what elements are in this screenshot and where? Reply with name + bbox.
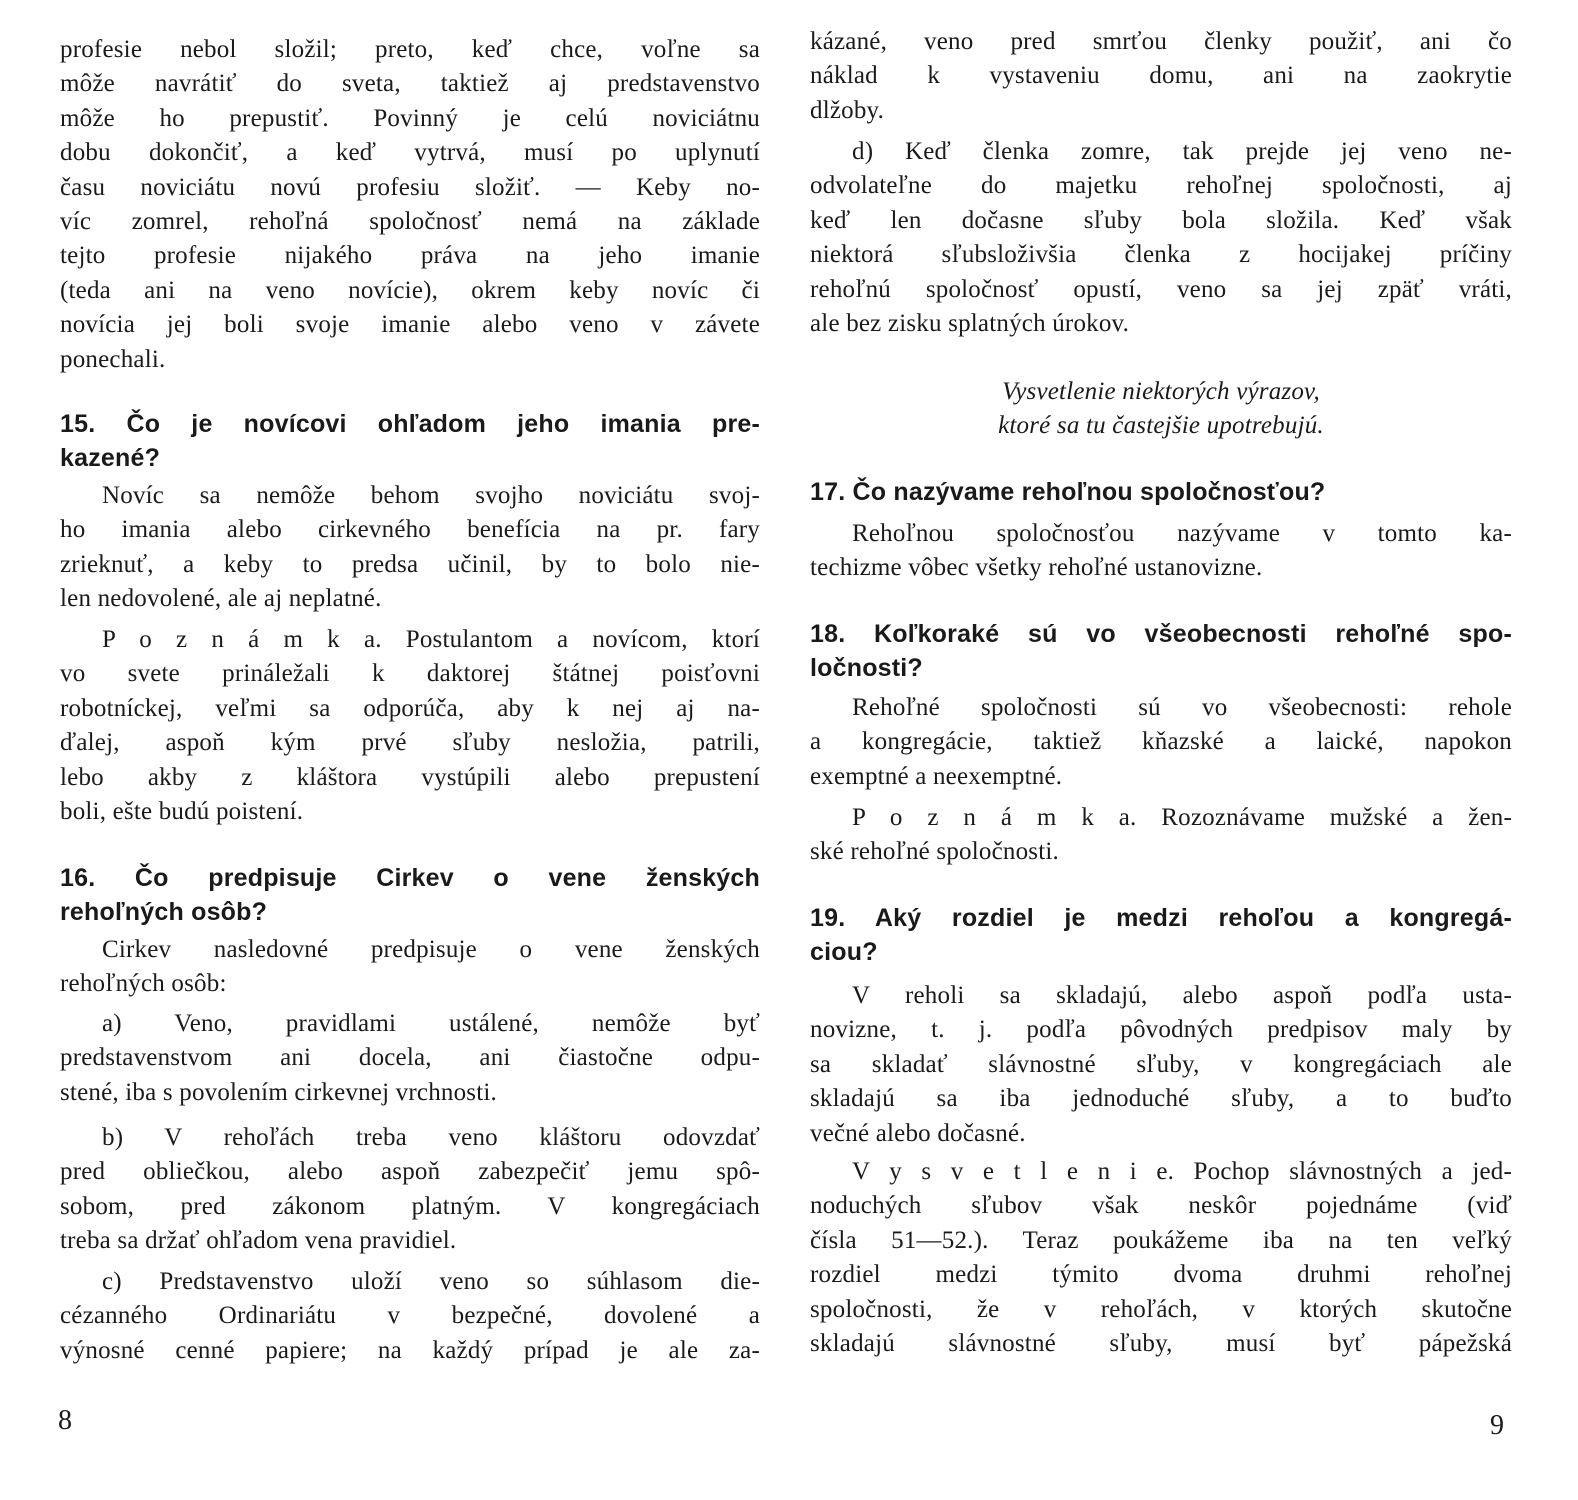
text-line: rozdiel medzi týmito dvoma druhmi rehoľnej xyxy=(810,1261,1512,1289)
text-line: skladajú sa iba jednoduché sľuby, a to buďto xyxy=(810,1085,1512,1113)
text-line: cézanného Ordinariátu v bezpečné, dovolené a xyxy=(60,1302,760,1330)
text-line: rehoľných osôb: xyxy=(60,970,227,998)
text-line: niektorá sľubsloživšia členka z hocijakej príčiny xyxy=(810,241,1512,269)
left-page xyxy=(60,0,760,1400)
text-line: čísla 51—52.). Teraz poukážeme iba na ten veľký xyxy=(810,1226,1512,1254)
answer-19 xyxy=(810,979,1512,1151)
text-line: sobom, pred zákonom platným. V kongregáciach xyxy=(60,1192,760,1220)
question-heading-18 xyxy=(810,617,1512,686)
text-line: noduchých sľubov však neskôr pojednáme (viď xyxy=(810,1192,1512,1220)
point-b xyxy=(60,1121,760,1259)
note-15 xyxy=(60,623,760,829)
text-line: exemptné a neexemptné. xyxy=(810,762,1063,790)
text-line: náklad k vystaveniu domu, ani na zaokrytie xyxy=(810,62,1512,90)
text-line: kázané, veno pred smrťou členky použiť, ani čo xyxy=(810,28,1512,55)
text-line: Rehoľné spoločnosti sú vo všeobecnosti: rehole xyxy=(852,694,1512,721)
text-line: dlžoby. xyxy=(810,96,885,124)
text-line: predstavenstvom ani docela, ani čiastočne odpu- xyxy=(60,1044,760,1072)
paragraph-continued xyxy=(60,33,760,377)
text-line: keď len dočasne sľuby bola složila. Keď však xyxy=(810,206,1512,234)
text-line: P o z n á m k a. Rozoznávame mužské a žen- xyxy=(852,804,1512,831)
text-line: 17. Čo nazývame rehoľnou spoločnosťou? xyxy=(810,478,1326,506)
note-18 xyxy=(810,801,1512,870)
paragraph-continued xyxy=(810,25,1512,128)
text-line: Novíc sa nemôže behom svojho noviciátu svoj- xyxy=(102,482,760,509)
text-line: môže ho prepustiť. Povinný je celú noviciátnu xyxy=(60,104,760,132)
text-line: Cirkev nasledovné predpisuje o vene ženských xyxy=(102,936,760,963)
text-line: 19. Aký rozdiel je medzi rehoľou a kongregá- xyxy=(810,904,1512,932)
text-line: ciou? xyxy=(810,938,878,967)
text-line: 15. Čo je novícovi ohľadom jeho imania pre- xyxy=(60,410,760,438)
text-line: sa skladať slávnostné sľuby, v kongregáciach ale xyxy=(810,1050,1512,1078)
point-a xyxy=(60,1007,760,1110)
text-line: V reholi sa skladajú, alebo aspoň podľa usta- xyxy=(852,982,1512,1009)
text-line: rehoľnú spoločnosť opustí, veno sa jej zpäť vráti, xyxy=(810,275,1512,303)
text-line: ale bez zisku splatných úrokov. xyxy=(810,309,1130,337)
point-c xyxy=(60,1265,760,1368)
text-line: tejto profesie nijakého práva na jeho imanie xyxy=(60,242,760,270)
text-line: ktoré sa tu častejšie upotrebujú. xyxy=(998,412,1324,440)
text-line: víc zomrel, rehoľná spoločnosť nemá na základe xyxy=(60,207,760,235)
text-line: lebo akby z kláštora vystúpili alebo prepustení xyxy=(60,763,760,791)
text-line: stené, iba s povolením cirkevnej vrchnosti. xyxy=(60,1078,497,1106)
section-subtitle xyxy=(810,375,1512,444)
text-line: ločnosti? xyxy=(810,654,923,683)
text-line: dobu dokončiť, a keď vytrvá, musí po uplynutí xyxy=(60,139,760,167)
text-line: vo svete prináležali k daktorej štátnej poisťovni xyxy=(60,660,760,688)
text-line: výnosné cenné papiere; na každý prípad je ale za- xyxy=(60,1336,760,1364)
text-line: 18. Koľkoraké sú vo všeobecnosti rehoľné spo- xyxy=(810,620,1512,648)
text-line: profesie nebol složil; preto, keď chce, voľne sa xyxy=(60,36,760,63)
text-line: kazené? xyxy=(60,444,161,473)
text-line: Vysvetlenie niektorých výrazov, xyxy=(1002,378,1320,405)
text-line: ponechali. xyxy=(60,345,166,373)
point-d xyxy=(810,135,1512,341)
text-line: d) Keď členka zomre, tak prejde jej veno ne- xyxy=(852,138,1512,165)
text-line: robotníckej, veľmi sa odporúča, aby k nej aj na- xyxy=(60,694,760,722)
text-line: (teda ani na veno novície), okrem keby novíc či xyxy=(60,276,760,304)
text-line: V y s v e t l e n i e. Pochop slávnostných a jed- xyxy=(852,1158,1512,1185)
text-line: 16. Čo predpisuje Cirkev o vene ženských xyxy=(60,864,760,892)
text-line: boli, ešte budú poistení. xyxy=(60,797,304,825)
text-line: Rehoľnou spoločnosťou nazývame v tomto ka- xyxy=(852,520,1512,547)
right-page xyxy=(810,0,1512,1400)
text-line: ďalej, aspoň kým prvé sľuby nesložia, patrili, xyxy=(60,729,760,757)
text-line: rehoľných osôb? xyxy=(60,898,268,927)
text-line: môže navrátiť do sveta, taktiež aj predstavenstvo xyxy=(60,70,760,98)
answer-18 xyxy=(810,691,1512,794)
question-heading-15 xyxy=(60,407,760,476)
text-line: treba sa držať ohľadom vena pravidiel. xyxy=(60,1227,457,1255)
answer-15 xyxy=(60,479,760,617)
text-line: ho imania alebo cirkevného benefícia na pr. fary xyxy=(60,516,760,544)
text-line: a kongregácie, taktiež kňazské a laické, napokon xyxy=(810,728,1512,756)
text-line: času noviciátu novú profesiu složiť. — Keby no- xyxy=(60,173,760,201)
question-heading-19 xyxy=(810,901,1512,970)
text-line: len nedovolené, ale aj neplatné. xyxy=(60,585,382,613)
text-line: c) Predstavenstvo uloží veno so súhlasom die- xyxy=(102,1268,760,1295)
text-line: zrieknuť, a keby to predsa učinil, by to bolo nie- xyxy=(60,550,760,578)
text-line: spoločnosti, že v rehoľách, v ktorých skutočne xyxy=(810,1295,1512,1323)
answer-16 xyxy=(60,933,760,1002)
explanation-19 xyxy=(810,1155,1512,1361)
question-heading-17 xyxy=(810,475,1512,509)
text-line: novizne, t. j. podľa pôvodných predpisov maly by xyxy=(810,1016,1512,1044)
text-line: ské rehoľné spoločnosti. xyxy=(810,838,1059,866)
page-number-right: 9 xyxy=(1490,1410,1504,1441)
text-line: skladajú slávnostné sľuby, musí byť pápežská xyxy=(810,1329,1512,1357)
text-line: večné alebo dočasné. xyxy=(810,1119,1026,1147)
text-line: pred obliečkou, alebo aspoň zabezpečiť jemu spô- xyxy=(60,1158,760,1186)
text-line: a) Veno, pravidlami ustálené, nemôže byť xyxy=(102,1010,760,1037)
text-line: novícia jej boli svoje imanie alebo veno v závete xyxy=(60,311,760,339)
text-line: P o z n á m k a. Postulantom a novícom, ktorí xyxy=(102,626,760,653)
answer-17 xyxy=(810,517,1512,586)
page-number-left: 8 xyxy=(58,1405,72,1436)
text-line: b) V rehoľách treba veno kláštoru odovzdať xyxy=(102,1124,760,1151)
text-line: odvolateľne do majetku rehoľnej spoločnosti, aj xyxy=(810,172,1512,200)
text-line: techizme vôbec všetky rehoľné ustanovizne. xyxy=(810,554,1263,582)
question-heading-16 xyxy=(60,861,760,930)
